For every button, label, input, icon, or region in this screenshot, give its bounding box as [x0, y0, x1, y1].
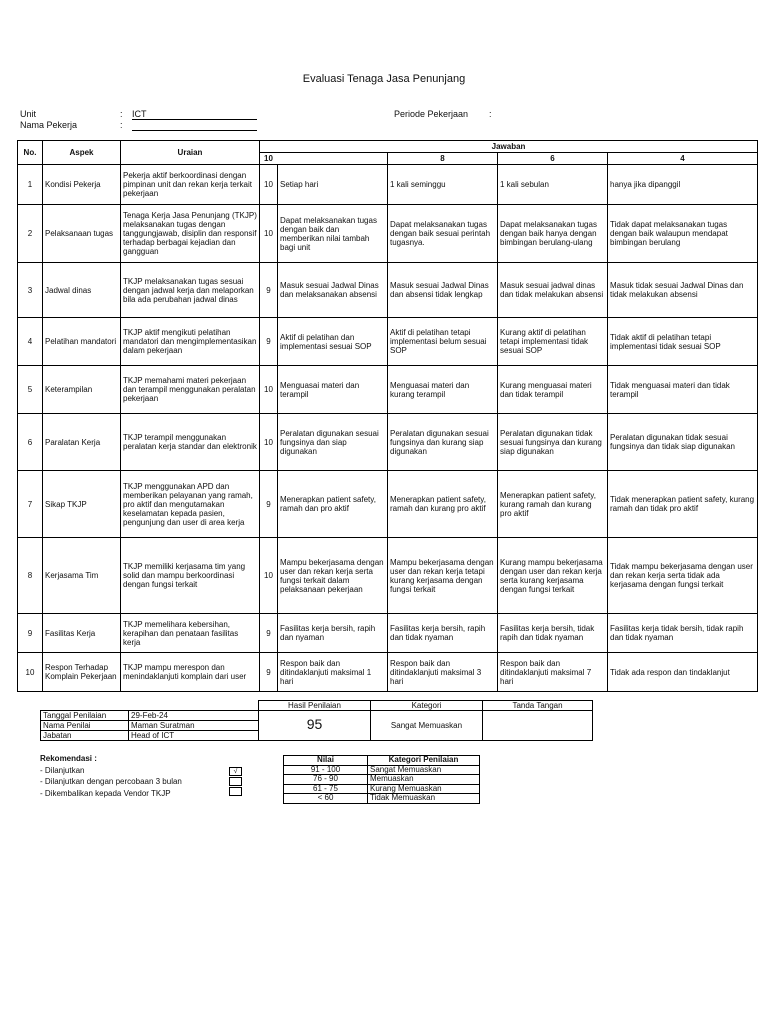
row-answer-8: Menguasai materi dan kurang terampil — [388, 366, 498, 414]
row-answer-10: Peralatan digunakan sesuai fungsinya dan siap digunakan — [278, 414, 388, 471]
table-row — [18, 366, 758, 414]
row-uraian: TKJP memahami materi pekerjaan dan terampil menggunakan peralatan pekerjaan — [121, 366, 260, 414]
periode-colon: : — [489, 109, 492, 119]
row-no: 9 — [18, 614, 43, 653]
row-answer-10: Menerapkan patient safety, ramah dan pro aktif — [278, 471, 388, 538]
row-score: 10 — [260, 165, 278, 205]
row-answer-8: Fasilitas kerja bersih, rapih dan tidak nyaman — [388, 614, 498, 653]
row-answer-6: Kurang aktif di pelatihan tetapi implementasi tidak sesuai SOP — [498, 318, 608, 366]
row-uraian: Pekerja aktif berkoordinasi dengan pimpinan unit dan rekan kerja terkait pekerjaan — [121, 165, 260, 205]
row-answer-6: Peralatan digunakan tidak sesuai fungsinya dan kurang siap digunakan — [498, 414, 608, 471]
row-answer-6: 1 kali sebulan — [498, 165, 608, 205]
row-score: 10 — [260, 538, 278, 614]
row-no: 6 — [18, 414, 43, 471]
signoff-table — [40, 700, 593, 741]
nilai-range: 61 - 75 — [284, 784, 368, 794]
evaluation-table — [17, 140, 758, 692]
row-score: 9 — [260, 263, 278, 318]
row-answer-10: Aktif di pelatihan dan implementasi sesuai SOP — [278, 318, 388, 366]
nama-pekerja-field[interactable] — [132, 120, 257, 131]
table-row — [18, 653, 758, 692]
table-row — [18, 205, 758, 263]
row-uraian: TKJP memelihara kebersihan, kerapihan dan penataan fasilitas kerja — [121, 614, 260, 653]
row-answer-4: Masuk tidak sesuai Jadwal Dinas dan tidak melakukan absensi — [608, 263, 758, 318]
row-answer-8: Mampu bekerjasama dengan user dan rekan kerja tetapi kurang kerjasama dengan fungsi terkait — [388, 538, 498, 614]
rekomendasi-checkbox[interactable] — [229, 777, 242, 786]
row-no: 2 — [18, 205, 43, 263]
col-header-score-6: 6 — [498, 153, 608, 165]
table-row — [18, 165, 758, 205]
row-answer-4: Tidak menguasai materi dan tidak terampil — [608, 366, 758, 414]
check-icon: √ — [233, 768, 238, 775]
table-row — [18, 263, 758, 318]
row-uraian: Tenaga Kerja Jasa Penunjang (TKJP) melaksanakan tugas dengan tanggungjawab, disiplin dan responsif terhadap berbagai kejadian dan gangguan — [121, 205, 260, 263]
row-aspek: Paralatan Kerja — [43, 414, 121, 471]
row-uraian: TKJP mampu merespon dan menindaklanjuti komplain dari user — [121, 653, 260, 692]
row-uraian: TKJP terampil menggunakan peralatan kerja standar dan elektronik — [121, 414, 260, 471]
tanggal-label: Tanggal Penilaian — [41, 711, 129, 721]
row-answer-4: Tidak dapat melaksanakan tugas dengan baik walaupun mendapat bimbingan berulang — [608, 205, 758, 263]
signature-box[interactable] — [483, 711, 593, 741]
kategori-table — [283, 755, 480, 804]
tanda-tangan-header: Tanda Tangan — [483, 701, 593, 711]
row-answer-4: Fasilitas kerja tidak bersih, tidak rapih dan tidak nyaman — [608, 614, 758, 653]
unit-field[interactable] — [132, 109, 257, 120]
kategori-name: Tidak Memuaskan — [368, 794, 480, 804]
row-uraian: TKJP memiliki kerjasama tim yang solid dan mampu berkoordinasi dengan fungsi terkait — [121, 538, 260, 614]
row-uraian: TKJP melaksanakan tugas sesuai dengan jadwal kerja dan melaporkan bila ada perubahan jadwal dinas — [121, 263, 260, 318]
periode-label: Periode Pekerjaan — [394, 109, 469, 119]
hasil-penilaian-header: Hasil Penilaian — [259, 701, 371, 711]
row-aspek: Keterampilan — [43, 366, 121, 414]
table-row — [18, 471, 758, 538]
rekomendasi-checkbox[interactable] — [229, 787, 242, 796]
row-answer-6: Fasilitas kerja bersih, tidak rapih dan tidak nyaman — [498, 614, 608, 653]
row-answer-8: Dapat melaksanakan tugas dengan baik sesuai perintah tugasnya. — [388, 205, 498, 263]
kategori-penilaian-header: Kategori Penilaian — [368, 756, 480, 766]
unit-colon: : — [120, 109, 123, 119]
jabatan-value: Head of ICT — [129, 731, 259, 741]
tanggal-value: 29-Feb-24 — [129, 711, 259, 721]
row-aspek: Sikap TKJP — [43, 471, 121, 538]
col-header-score-8: 8 — [388, 153, 498, 165]
rekomendasi-title: Rekomendasi : — [40, 754, 97, 763]
row-aspek: Kondisi Pekerja — [43, 165, 121, 205]
row-answer-10: Fasilitas kerja bersih, rapih dan nyaman — [278, 614, 388, 653]
row-aspek: Pelaksanaan tugas — [43, 205, 121, 263]
row-score: 9 — [260, 318, 278, 366]
nilai-header: Nilai — [284, 756, 368, 766]
row-score: 9 — [260, 614, 278, 653]
row-no: 7 — [18, 471, 43, 538]
unit-label: Unit — [20, 109, 37, 119]
nama-penilai-value: Maman Suratman — [129, 721, 259, 731]
row-uraian: TKJP menggunakan APD dan memberikan pelayanan yang ramah, pro aktif dan mengutamakan keselamatan kepada pasien, pengunjung dan user di area kerja — [121, 471, 260, 538]
row-score: 10 — [260, 205, 278, 263]
page-title: Evaluasi Tenaga Jasa Penunjang — [302, 73, 466, 85]
table-row — [18, 538, 758, 614]
row-no: 8 — [18, 538, 43, 614]
row-no: 10 — [18, 653, 43, 692]
rekomendasi-option: - Dilanjutkan dengan percobaan 3 bulan — [40, 777, 182, 786]
kategori-row — [284, 794, 480, 804]
col-header-score-4: 4 — [608, 153, 758, 165]
row-aspek: Kerjasama Tim — [43, 538, 121, 614]
row-no: 4 — [18, 318, 43, 366]
rekomendasi-option: - Dikembalikan kepada Vendor TKJP — [40, 788, 171, 798]
nama-penilai-label: Nama Penilai — [41, 721, 129, 731]
nama-pekerja-label: Nama Pekerja — [20, 120, 78, 130]
hasil-penilaian-score — [259, 711, 371, 741]
row-uraian: TKJP aktif mengikuti pelatihan mandatori dan mengimplementasikan dalam pekerjaan — [121, 318, 260, 366]
col-header-score-10: 10 — [260, 153, 388, 165]
row-no: 5 — [18, 366, 43, 414]
unit-value: ICT — [132, 109, 147, 119]
row-answer-8: Menerapkan patient safety, ramah dan kurang pro aktif — [388, 471, 498, 538]
row-answer-10: Mampu bekerjasama dengan user dan rekan kerja serta fungsi terkait dalam pelaksanaan pekerjaan — [278, 538, 388, 614]
jabatan-label: Jabatan — [41, 731, 129, 741]
row-score: 9 — [260, 653, 278, 692]
row-answer-8: Peralatan digunakan sesuai fungsinya dan kurang siap digunakan — [388, 414, 498, 471]
row-answer-10: Masuk sesuai Jadwal Dinas dan melaksanakan absensi — [278, 263, 388, 318]
nama-pekerja-colon: : — [120, 120, 123, 130]
col-header-aspek: Aspek — [43, 141, 121, 165]
row-no: 3 — [18, 263, 43, 318]
signoff-spacer — [41, 701, 259, 711]
row-answer-4: Tidak menerapkan patient safety, kurang ramah dan tidak pro aktif — [608, 471, 758, 538]
nilai-range: < 60 — [284, 794, 368, 804]
row-answer-8: Aktif di pelatihan tetapi implementasi belum sesuai SOP — [388, 318, 498, 366]
nilai-range: 91 - 100 — [284, 765, 368, 775]
row-answer-4: Tidak mampu bekerjasama dengan user dan rekan kerja serta tidak ada kerjasama dengan fungsi terkait — [608, 538, 758, 614]
score-value: 95 — [306, 716, 323, 732]
kategori-name: Memuaskan — [368, 775, 480, 785]
rekomendasi-section — [40, 753, 182, 799]
kategori-value: Sangat Memuaskan — [371, 711, 483, 741]
row-answer-6: Kurang menguasai materi dan tidak terampil — [498, 366, 608, 414]
kategori-header: Kategori — [371, 701, 483, 711]
row-aspek: Fasilitas Kerja — [43, 614, 121, 653]
row-answer-6: Kurang mampu bekerjasama dengan user dan rekan kerja serta kurang kerjasama dengan fungsi terkait — [498, 538, 608, 614]
kategori-name: Kurang Memuaskan — [368, 784, 480, 794]
row-answer-4: hanya jika dipanggil — [608, 165, 758, 205]
row-answer-6: Respon baik dan ditindaklanjuti maksimal 7 hari — [498, 653, 608, 692]
col-header-uraian: Uraian — [121, 141, 260, 165]
row-answer-6: Masuk sesuai jadwal dinas dan tidak melakukan absensi — [498, 263, 608, 318]
row-answer-4: Tidak ada respon dan tindaklanjut — [608, 653, 758, 692]
table-row — [18, 414, 758, 471]
row-aspek: Pelatihan mandatori — [43, 318, 121, 366]
table-row — [18, 318, 758, 366]
row-score: 10 — [260, 414, 278, 471]
row-answer-8: Masuk sesuai Jadwal Dinas dan absensi tidak lengkap — [388, 263, 498, 318]
table-row — [18, 614, 758, 653]
row-answer-4: Peralatan digunakan tidak sesuai fungsinya dan tidak siap digunakan — [608, 414, 758, 471]
row-answer-8: 1 kali seminggu — [388, 165, 498, 205]
row-aspek: Jadwal dinas — [43, 263, 121, 318]
row-answer-6: Dapat melaksanakan tugas dengan baik hanya dengan bimbingan berulang-ulang — [498, 205, 608, 263]
row-score: 9 — [260, 471, 278, 538]
kategori-name: Sangat Memuaskan — [368, 765, 480, 775]
row-score: 10 — [260, 366, 278, 414]
row-aspek: Respon Terhadap Komplain Pekerjaan — [43, 653, 121, 692]
row-answer-4: Tidak aktif di pelatihan tetapi implementasi tidak sesuai SOP — [608, 318, 758, 366]
nilai-range: 76 - 90 — [284, 775, 368, 785]
col-header-jawaban: Jawaban — [260, 141, 758, 153]
row-no: 1 — [18, 165, 43, 205]
row-answer-10: Dapat melaksanakan tugas dengan baik dan memberikan nilai tambah bagi unit — [278, 205, 388, 263]
rekomendasi-checkbox[interactable] — [229, 767, 242, 776]
row-answer-10: Menguasai materi dan terampil — [278, 366, 388, 414]
row-answer-6: Menerapkan patient safety, kurang ramah dan kurang pro aktif — [498, 471, 608, 538]
row-answer-10: Respon baik dan ditindaklanjuti maksimal 1 hari — [278, 653, 388, 692]
kategori-row — [284, 775, 480, 785]
row-answer-8: Respon baik dan ditindaklanjuti maksimal 3 hari — [388, 653, 498, 692]
row-answer-10: Setiap hari — [278, 165, 388, 205]
col-header-no: No. — [18, 141, 43, 165]
rekomendasi-option: - Dilanjutkan — [40, 765, 85, 775]
